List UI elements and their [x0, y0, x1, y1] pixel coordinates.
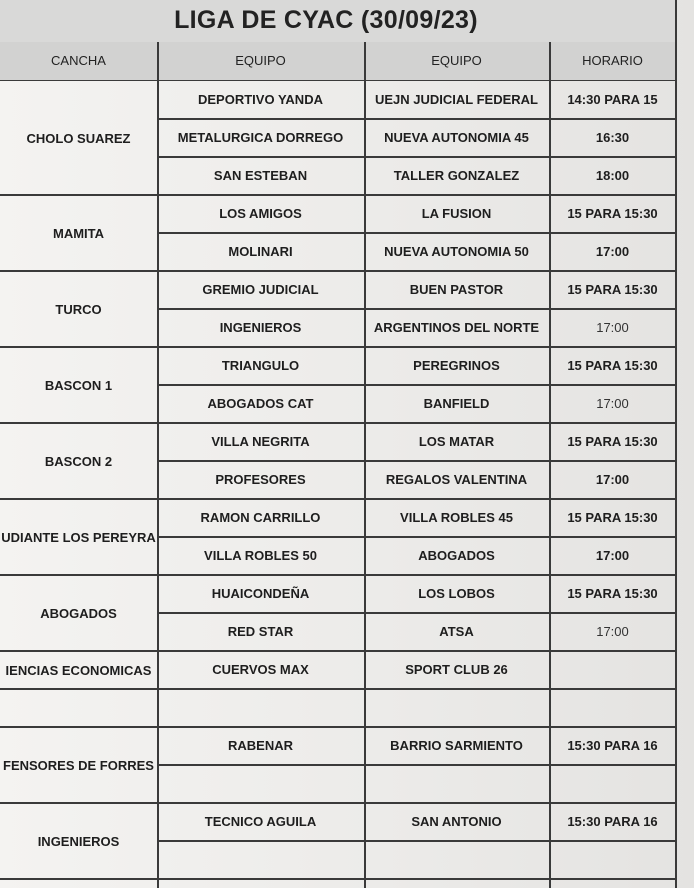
horario-cell: 15 PARA 15:30 — [567, 206, 658, 221]
equipo-local-cell: VILLA ROBLES 50 — [204, 548, 317, 563]
cancha-cell — [0, 195, 157, 271]
page-title: LIGA DE CYAC (30/09/23) — [174, 6, 478, 34]
equipo-visitante-cell: LOS MATAR — [418, 434, 495, 449]
cancha-label: MAMITA — [52, 225, 105, 241]
cancha-cell — [0, 575, 157, 651]
equipo-local-cell: CUERVOS MAX — [212, 662, 309, 677]
horario-cell: 15 PARA 15:30 — [567, 282, 658, 297]
equipo-visitante-cell: SAN ANTONIO — [411, 814, 502, 829]
equipo-local-cell: PROFESORES — [215, 472, 306, 487]
equipo-local-cell — [157, 765, 364, 803]
horario-cell: 17:00 — [595, 548, 630, 563]
equipo-visitante-cell: LA FUSION — [421, 206, 492, 221]
horario-cell: 15:30 PARA 16 — [567, 814, 658, 829]
column-divider — [364, 42, 366, 888]
equipo-visitante-cell — [364, 841, 549, 879]
cancha-label: INGENIEROS — [37, 833, 120, 849]
cancha-label: BASCON 2 — [44, 453, 113, 469]
cancha-label: UDIANTE LOS PEREYRA — [1, 529, 156, 545]
equipo-local-cell — [157, 841, 364, 879]
equipo-local-cell: RAMON CARRILLO — [200, 510, 321, 525]
equipo-visitante-cell: BANFIELD — [423, 396, 490, 411]
equipo-local-cell: TECNICO AGUILA — [204, 814, 317, 829]
horario-cell — [549, 841, 676, 879]
equipo-visitante-cell: ABOGADOS — [418, 548, 495, 563]
cancha-label: TURCO — [55, 301, 102, 317]
equipo-visitante-cell: TALLER GONZALEZ — [393, 168, 520, 183]
equipo-local-cell: LOS AMIGOS — [219, 206, 302, 221]
cancha-cell — [0, 651, 157, 689]
horario-cell: 17:00 — [596, 320, 629, 335]
cancha-label: CHOLO SUAREZ — [26, 130, 131, 146]
cancha-label: BASCON 1 — [44, 377, 113, 393]
equipo-local-cell — [157, 689, 364, 727]
equipo-local-cell: METALURGICA DORREGO — [177, 130, 344, 145]
equipo-local-cell: DEPORTIVO YANDA — [198, 92, 323, 107]
equipo-visitante-cell: BUEN PASTOR — [409, 282, 504, 297]
equipo-local-cell: HUAICONDEÑA — [211, 586, 310, 601]
column-divider — [157, 42, 159, 888]
header-equipo-visitante: EQUIPO — [431, 53, 482, 68]
equipo-visitante-cell: LOS LOBOS — [418, 586, 495, 601]
cancha-label: FENSORES DE FORRES — [3, 757, 154, 773]
equipo-visitante-cell: UEJN JUDICIAL FEDERAL — [374, 92, 538, 107]
equipo-visitante-cell: BARRIO SARMIENTO — [390, 738, 523, 753]
equipo-visitante-cell: PEREGRINOS — [413, 358, 500, 373]
horario-cell: 15 PARA 15:30 — [567, 586, 658, 601]
horario-cell — [549, 689, 676, 727]
equipo-local-cell: ABOGADOS CAT — [207, 396, 314, 411]
group-divider — [0, 878, 676, 880]
cancha-cell — [0, 347, 157, 423]
equipo-local-cell: MOLINARI — [228, 244, 293, 259]
horario-cell: 15 PARA 15:30 — [567, 358, 658, 373]
horario-cell: 15:30 PARA 16 — [567, 738, 658, 753]
horario-cell: 17:00 — [595, 244, 630, 259]
cancha-label: IENCIAS ECONOMICAS — [5, 662, 152, 678]
header-horario: HORARIO — [582, 53, 643, 68]
equipo-visitante-cell — [364, 765, 549, 803]
equipo-local-cell: RED STAR — [227, 624, 294, 639]
equipo-visitante-cell: ATSA — [439, 624, 474, 639]
equipo-visitante-cell: NUEVA AUTONOMIA 45 — [384, 130, 529, 145]
cancha-cell — [0, 81, 157, 195]
horario-cell: 15 PARA 15:30 — [567, 510, 658, 525]
equipo-visitante-cell — [364, 689, 549, 727]
horario-cell: 17:00 — [596, 396, 629, 411]
equipo-local-cell: TRIANGULO — [221, 358, 300, 373]
cancha-cell — [0, 727, 157, 803]
equipo-local-cell: GREMIO JUDICIAL — [202, 282, 319, 297]
cancha-cell — [0, 689, 157, 727]
horario-cell: 16:30 — [595, 130, 630, 145]
cancha-label: ABOGADOS — [40, 605, 117, 621]
equipo-local-cell: VILLA NEGRITA — [211, 434, 310, 449]
table-right-border — [675, 0, 677, 888]
equipo-visitante-cell: NUEVA AUTONOMIA 50 — [384, 244, 529, 259]
equipo-visitante-cell: VILLA ROBLES 45 — [400, 510, 513, 525]
horario-cell: 18:00 — [595, 168, 630, 183]
equipo-visitante-cell: ARGENTINOS DEL NORTE — [373, 320, 540, 335]
equipo-local-cell: INGENIEROS — [219, 320, 302, 335]
column-divider — [549, 42, 551, 888]
cancha-cell — [0, 423, 157, 499]
header-equipo-local: EQUIPO — [235, 53, 286, 68]
horario-cell — [549, 651, 676, 689]
horario-cell: 15 PARA 15:30 — [567, 434, 658, 449]
horario-cell: 17:00 — [596, 624, 629, 639]
cancha-cell — [0, 499, 157, 575]
title-row — [0, 0, 676, 43]
equipo-visitante-cell: REGALOS VALENTINA — [385, 472, 528, 487]
horario-cell: 14:30 PARA 15 — [567, 92, 658, 107]
horario-cell — [549, 765, 676, 803]
equipo-local-cell: SAN ESTEBAN — [213, 168, 308, 183]
equipo-local-cell: RABENAR — [228, 738, 293, 753]
header-cancha: CANCHA — [51, 53, 106, 68]
equipo-visitante-cell: SPORT CLUB 26 — [405, 662, 508, 677]
cancha-cell — [0, 271, 157, 347]
horario-cell: 17:00 — [595, 472, 630, 487]
cancha-cell — [0, 803, 157, 879]
header-row — [0, 42, 676, 81]
